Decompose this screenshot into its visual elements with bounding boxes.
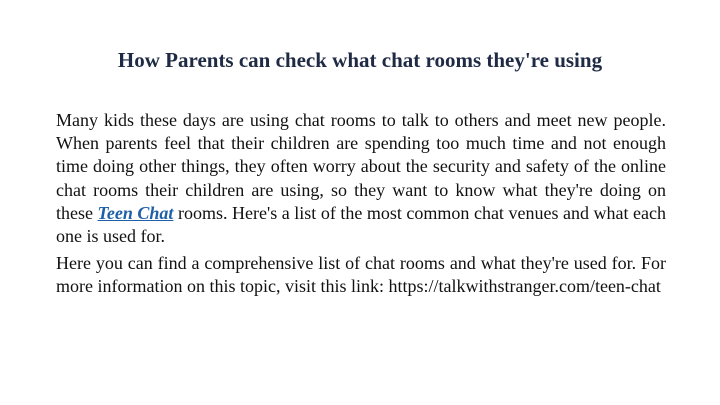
paragraph-1-before-link: Many kids these days are using chat rooms to talk to others and meet new people. When parents feel that their children are spending too much time and not enough time doing other things, they often worry about the security and safety of the online chat rooms their children are using, so they want to know what they're doing on these [56, 110, 666, 223]
paragraph-1-after-link: rooms. Here's a list of the most common chat venues and what each one is used for. [56, 202, 667, 247]
body-text [56, 109, 666, 303]
paragraph-1 [56, 109, 666, 248]
page-title: How Parents can check what chat rooms they're using [117, 48, 603, 72]
teen-chat-link[interactable]: Teen Chat [97, 202, 174, 223]
paragraph-2: Here you can find a comprehensive list of chat rooms and what they're used for. For more information on this topic, visit this link: https://talkwithstranger.com/teen-chat [56, 253, 666, 297]
